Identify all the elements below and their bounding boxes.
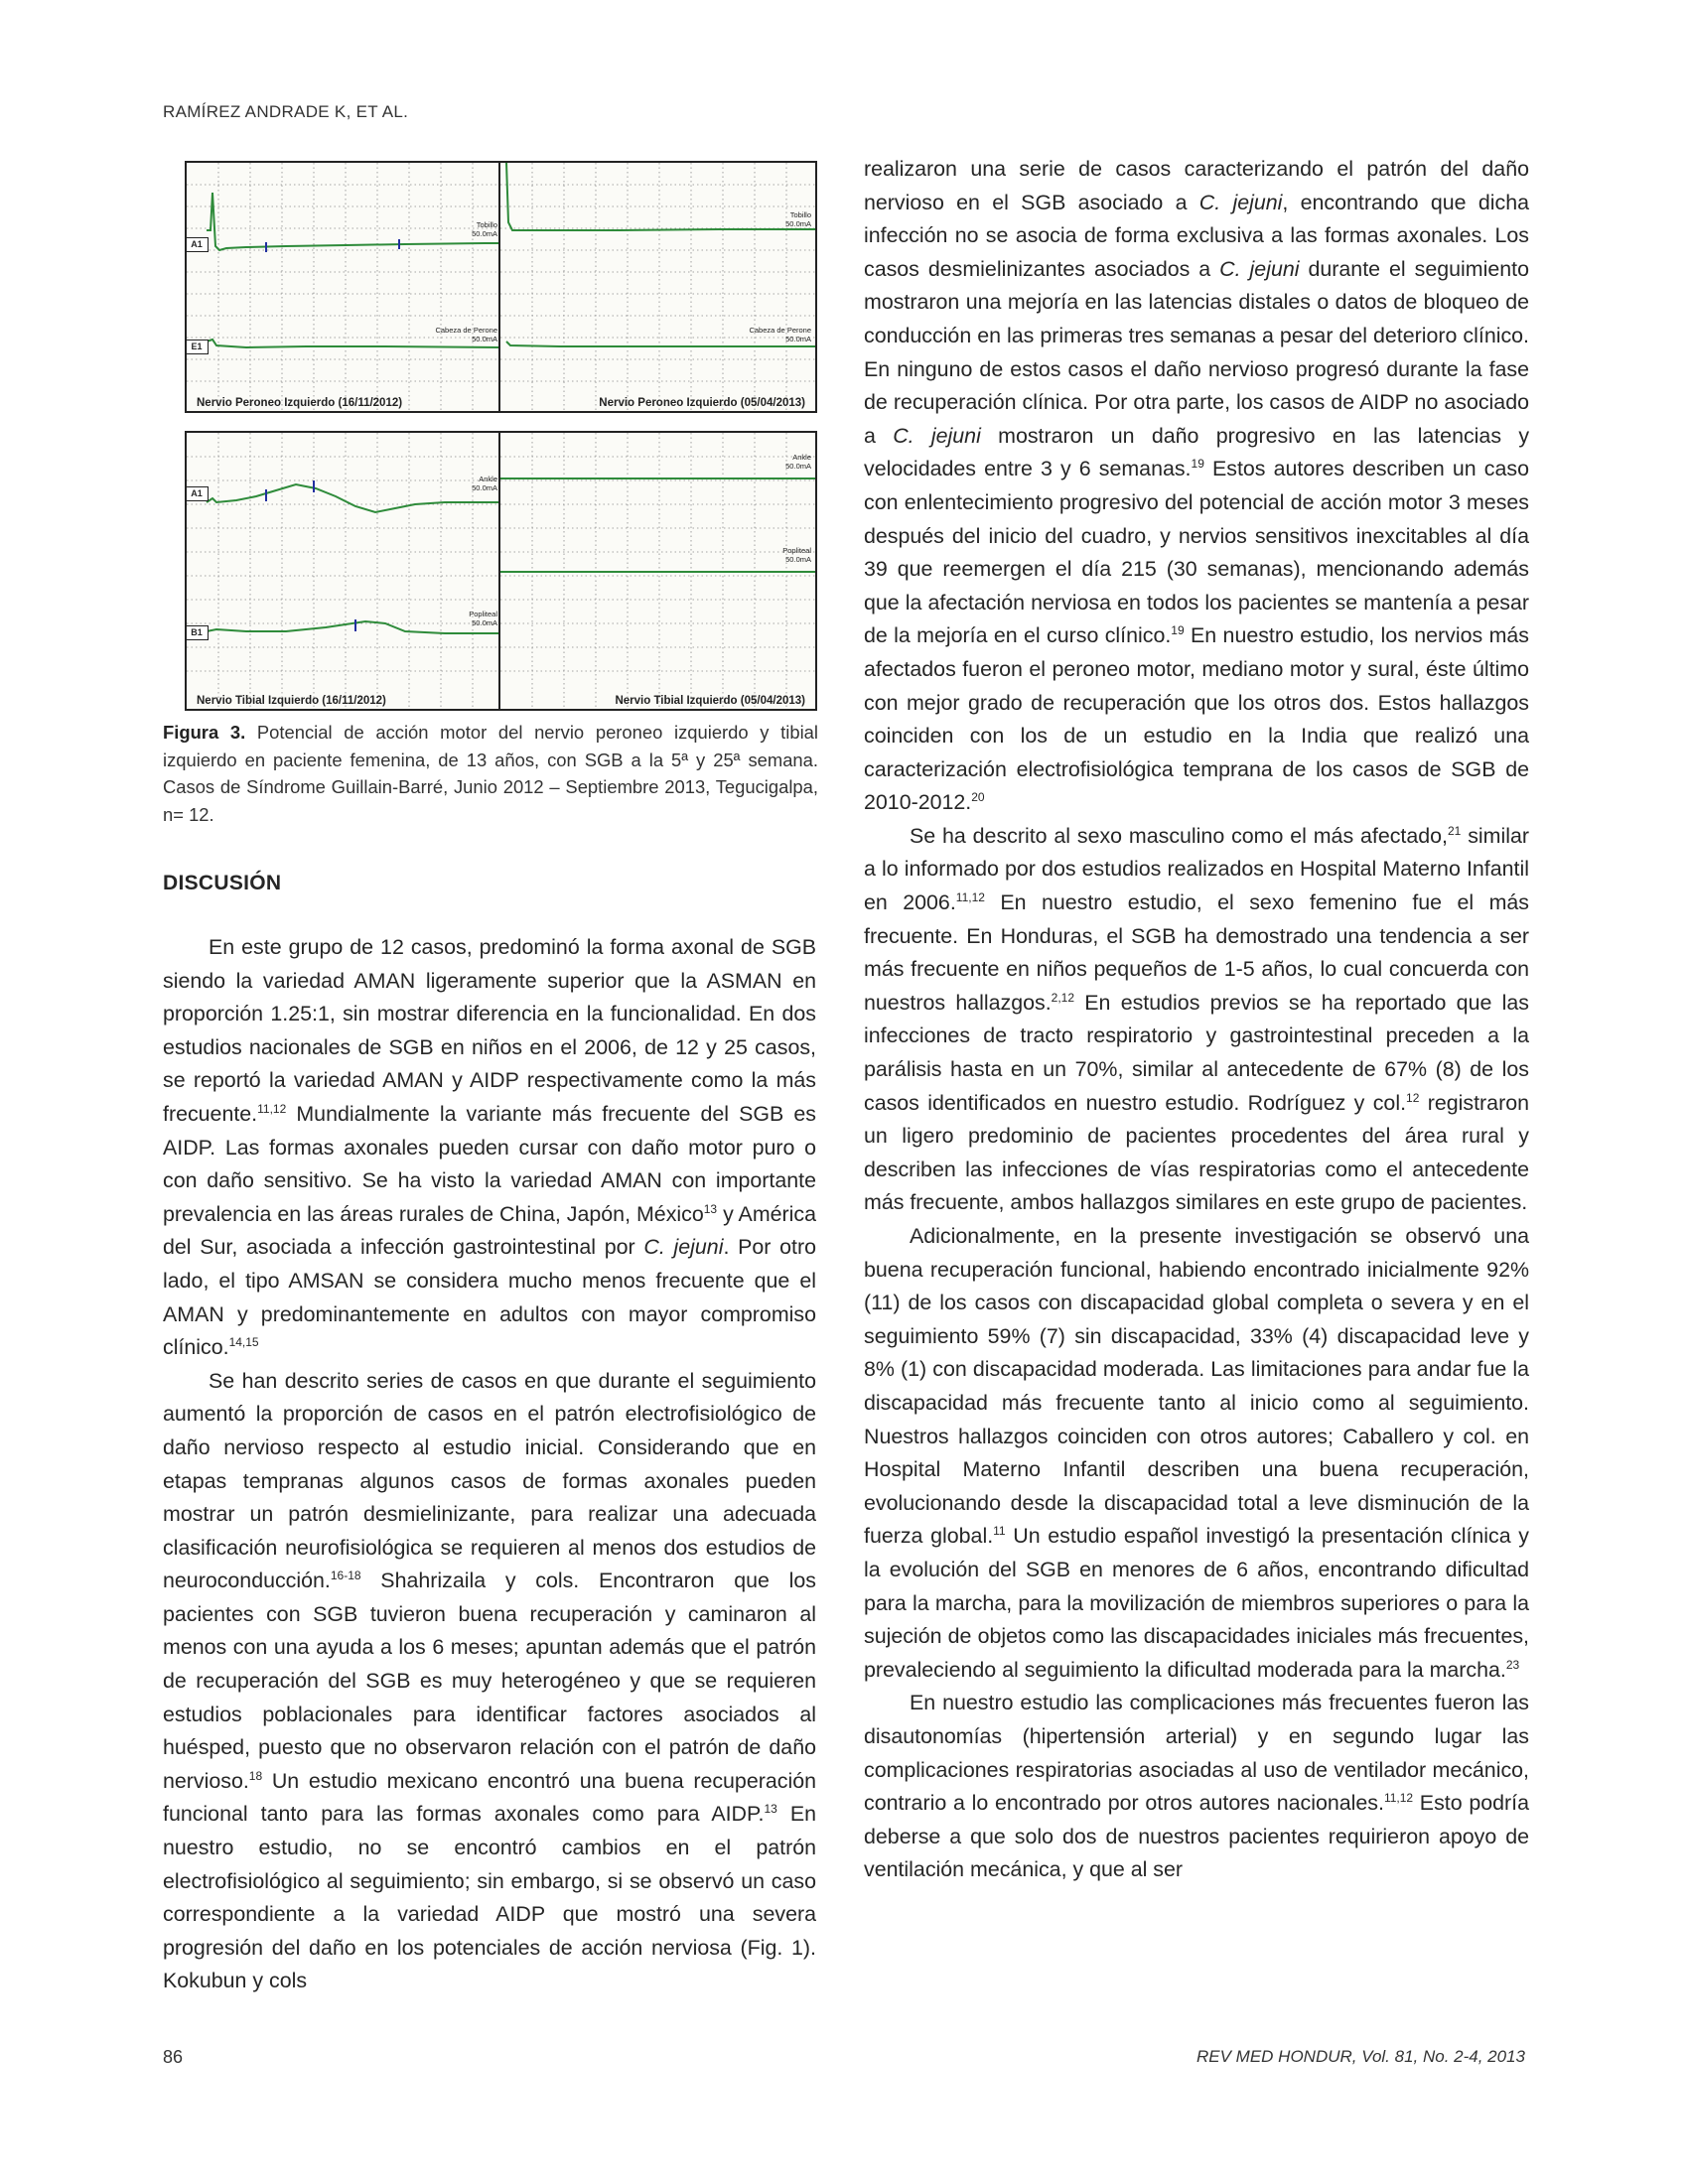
body-paragraph bbox=[864, 1687, 1529, 1887]
citation-superscript: 11,12 bbox=[257, 1101, 287, 1116]
emg-panel-peroneal-2012 bbox=[185, 161, 503, 413]
citation-superscript: 21 bbox=[1448, 823, 1462, 838]
section-heading: DISCUSIÓN bbox=[163, 872, 282, 894]
text-run: Un estudio mexicano encontró una buena recuperación funcional tanto para las formas axonales como para AIDP. bbox=[163, 1768, 816, 1827]
stim-site-tag: Tobillo 50.0mA bbox=[472, 220, 497, 238]
text-run: durante el seguimiento mostraron una mejoría en las latencias distales o datos de bloqueo de conducción en las primeras tres semanas a pesar del deterioro clínico. En ninguno de estos casos el daño nervioso progresó durante la fase de recuperación clínica. Por otra parte, los casos de AIDP no asociado a bbox=[864, 256, 1529, 448]
citation-superscript: 2,12 bbox=[1051, 990, 1074, 1005]
left-column-text bbox=[163, 931, 816, 1998]
emg-trace-tibial-2012 bbox=[187, 433, 501, 709]
citation-superscript: 19 bbox=[1191, 457, 1204, 472]
text-run: Se han descrito series de casos en que durante el seguimiento aumentó la proporción de casos en el patrón electrofisiológico de daño nervioso respecto al estudio inicial. Considerando que en etapas tempranas algunos casos de formas axonales pueden mostrar un patrón desmielinizante, para realizar una adecuada clasificación neurofisiológica se requieren al menos dos estudios de neuroconducción. bbox=[163, 1368, 816, 1593]
italic-term: C. jejuni bbox=[893, 423, 981, 448]
emg-trace-peroneal-2012 bbox=[187, 163, 501, 411]
text-run: similar a lo informado por dos estudios realizados en Hospital Materno Infantil en 2006. bbox=[864, 823, 1529, 915]
citation-superscript: 20 bbox=[971, 790, 985, 805]
stim-site-tag: Tobillo 50.0mA bbox=[785, 210, 811, 228]
figure-caption-label: Figura 3. bbox=[163, 722, 246, 743]
emg-trace-peroneal-2013 bbox=[500, 163, 815, 411]
body-paragraph bbox=[864, 820, 1529, 1220]
text-run: realizaron una serie de casos caracterizando el patrón del daño nervioso en el SGB asociado a bbox=[864, 157, 1529, 214]
stim-site-tag: Popliteal 50.0mA bbox=[469, 610, 497, 627]
text-run: Esto podría deberse a que solo dos de nuestros pacientes requirieron apoyo de ventilación mecánica, y que al ser bbox=[864, 1791, 1529, 1882]
stim-site-tag: Cabeza de Perone 50.0mA bbox=[749, 326, 811, 343]
text-run: En nuestro estudio, el sexo femenino fue el más frecuente. En Honduras, el SGB ha demostrado una tendencia a ser más frecuente en niños pequeños de 1-5 años, lo cual concuerda con nuestros hallazgos. bbox=[864, 890, 1530, 1015]
italic-term: C. jejuni bbox=[643, 1235, 724, 1260]
panel-caption: Nervio Peroneo Izquierdo (05/04/2013) bbox=[599, 397, 805, 409]
citation-superscript: 19 bbox=[1171, 623, 1185, 638]
citation-superscript: 12 bbox=[1406, 1090, 1420, 1105]
citation-superscript: 16-18 bbox=[330, 1569, 361, 1583]
text-run: Un estudio español investigó la presentación clínica y la evolución del SGB en menores de 6 años, encontrando dificultad para la marcha, para la movilización de miembros superiores o para la sujeción de objetos como las discapacidades iniciales más frecuentes, prevaleciendo al seguimiento la dificultad moderada para la marcha. bbox=[864, 1524, 1529, 1682]
text-run: En estudios previos se ha reportado que las infecciones de tracto respiratorio y gastrointestinal preceden a la parálisis hasta en un 70%, similar al antecedente de 67% (8) de los casos identificados en nuestro estudio. Rodríguez y col. bbox=[864, 990, 1529, 1115]
text-run: Estos autores describen un caso con enlentecimiento progresivo del potencial de acción motor 3 meses después del inicio del cuadro, y nervios sensitivos inexcitables al día 39 que reemergen el día 215 (30 semanas), mencionando además que la afectación nerviosa en todos los pacientes se mantenía a pesar de la mejoría en el curso clínico. bbox=[864, 457, 1529, 648]
citation-superscript: 11 bbox=[993, 1524, 1006, 1539]
channel-label-a1: A1 bbox=[185, 237, 209, 252]
channel-label-e1: E1 bbox=[185, 340, 209, 354]
body-paragraph bbox=[864, 153, 1529, 820]
text-run: En este grupo de 12 casos, predominó la forma axonal de SGB siendo la variedad AMAN ligeramente superior que la ASMAN en proporción 1.25:1, sin mostrar diferencia en la funcionalidad. En dos estudios nacionales de SGB en niños en el 2006, de 12 y 25 casos, se reportó la variedad AMAN y AIDP respectivamente como la más frecuente. bbox=[163, 935, 816, 1126]
page-number: 86 bbox=[163, 2047, 184, 2067]
text-run: En nuestro estudio, los nervios más afectados fueron el peroneo motor, mediano motor y sural, éste último con mejor grado de recuperación que los otros dos. Estos hallazgos coinciden con los de un estudio en la India que realizó una caracterización electrofisiológica temprana de los casos de SGB de 2010-2012. bbox=[864, 623, 1529, 815]
body-paragraph bbox=[864, 1220, 1529, 1687]
emg-trace-tibial-2013 bbox=[500, 433, 815, 709]
channel-label-a1: A1 bbox=[185, 486, 209, 501]
citation-superscript: 13 bbox=[764, 1802, 777, 1817]
text-run: registraron un ligero predominio de pacientes procedentes del área rural y describen las infecciones de vías respiratorias como el antecedente más frecuente, ambos hallazgos similares en este grupo de pacientes. bbox=[864, 1090, 1529, 1215]
citation-superscript: 23 bbox=[1505, 1657, 1520, 1672]
text-run: Shahrizaila y cols. Encontraron que los pacientes con SGB tuvieron buena recuperación y caminaron al menos con una ayuda a los 6 meses; apuntan además que el patrón de recuperación del SGB es muy heterogéneo y que se requieren estudios poblacionales para identificar factores asociados al huésped, puesto que no observaron relación con el patrón de daño nervioso. bbox=[163, 1569, 816, 1793]
figure-3 bbox=[185, 161, 815, 707]
text-run: mostraron un daño progresivo en las latencias y velocidades entre 3 y 6 semanas. bbox=[864, 423, 1530, 481]
figure-caption-text: Potencial de acción motor del nervio peroneo izquierdo y tibial izquierdo en paciente femenina, de 13 años, con SGB a la 5ª y 25ª semana. Casos de Síndrome Guillain-Barré, Junio 2012 – Septiembre 2013, Tegucigalpa, n= 12. bbox=[163, 722, 818, 825]
panel-caption: Nervio Tibial Izquierdo (16/11/2012) bbox=[197, 695, 386, 707]
right-column-text bbox=[864, 153, 1529, 1887]
emg-panel-tibial-2012 bbox=[185, 431, 503, 711]
stim-site-tag: Cabeza de Perone 50.0mA bbox=[435, 326, 497, 343]
channel-label-b1: B1 bbox=[185, 625, 209, 640]
citation-superscript: 11,12 bbox=[1383, 1790, 1414, 1805]
body-paragraph bbox=[163, 931, 816, 1365]
text-run: Mundialmente la variante más frecuente del SGB es AIDP. Las formas axonales pueden cursar con daño motor puro o con daño sensitivo. Se ha visto la variedad AMAN con importante prevalencia en las áreas rurales de China, Japón, México bbox=[163, 1101, 816, 1226]
citation-superscript: 13 bbox=[703, 1201, 718, 1216]
emg-panel-tibial-2013 bbox=[498, 431, 817, 711]
body-paragraph bbox=[163, 1365, 816, 1998]
text-run: Se ha descrito al sexo masculino como el más afectado, bbox=[910, 823, 1448, 848]
text-run: En nuestro estudio las complicaciones más frecuentes fueron las disautonomías (hipertensión arterial) y en segundo lugar las complicaciones respiratorias asociadas al uso de ventilador mecánico, contrario a lo encontrado por otros autores nacionales. bbox=[864, 1691, 1529, 1816]
figure-caption bbox=[163, 719, 818, 828]
running-head: RAMÍREZ ANDRADE K, ET AL. bbox=[163, 102, 409, 121]
stim-site-tag: Ankle 50.0mA bbox=[785, 453, 811, 471]
emg-panel-peroneal-2013 bbox=[498, 161, 817, 413]
text-run: Adicionalmente, en la presente investigación se observó una buena recuperación funcional, habiendo encontrado inicialmente 92% (11) de los casos con discapacidad global completa o severa y en el seguimiento 59% (7) sin discapacidad, 33% (4) discapacidad leve y 8% (1) con discapacidad moderada. Las limitaciones para andar fue la discapacidad más frecuente tanto al inicio como al seguimiento. Nuestros hallazgos coinciden con otros autores; Caballero y col. en Hospital Materno Infantil describen una buena recuperación, evolucionando desde la discapacidad total a leve disminución de la fuerza global. bbox=[864, 1224, 1529, 1549]
journal-citation: REV MED HONDUR, Vol. 81, No. 2-4, 2013 bbox=[1196, 2047, 1525, 2066]
citation-superscript: 14,15 bbox=[228, 1335, 259, 1349]
citation-superscript: 11,12 bbox=[955, 889, 985, 904]
panel-caption: Nervio Tibial Izquierdo (05/04/2013) bbox=[615, 695, 805, 707]
text-run: . Por otro lado, el tipo AMSAN se considera mucho menos frecuente que el AMAN y predominantemente en adultos con mayor compromiso clínico. bbox=[163, 1235, 816, 1360]
text-run: y América del Sur, asociada a infección gastrointestinal por bbox=[163, 1201, 817, 1260]
text-run: , encontrando que dicha infección no se asocia de forma exclusiva a las formas axonales. Los casos desmielinizantes asociados a bbox=[864, 190, 1529, 281]
panel-caption: Nervio Peroneo Izquierdo (16/11/2012) bbox=[197, 397, 403, 409]
stim-site-tag: Popliteal 50.0mA bbox=[782, 546, 811, 564]
italic-term: C. jejuni bbox=[1198, 190, 1283, 214]
text-run: En nuestro estudio, no se encontró cambios en el patrón electrofisiológico al seguimiento; sin embargo, si se observó un caso correspondiente a la variedad AIDP que mostró una severa progresión del daño en los potenciales de acción nerviosa (Fig. 1). Kokubun y cols bbox=[163, 1802, 816, 1993]
stim-site-tag: Ankle 50.0mA bbox=[472, 475, 497, 492]
citation-superscript: 18 bbox=[248, 1768, 263, 1783]
italic-term: C. jejuni bbox=[1219, 256, 1300, 281]
